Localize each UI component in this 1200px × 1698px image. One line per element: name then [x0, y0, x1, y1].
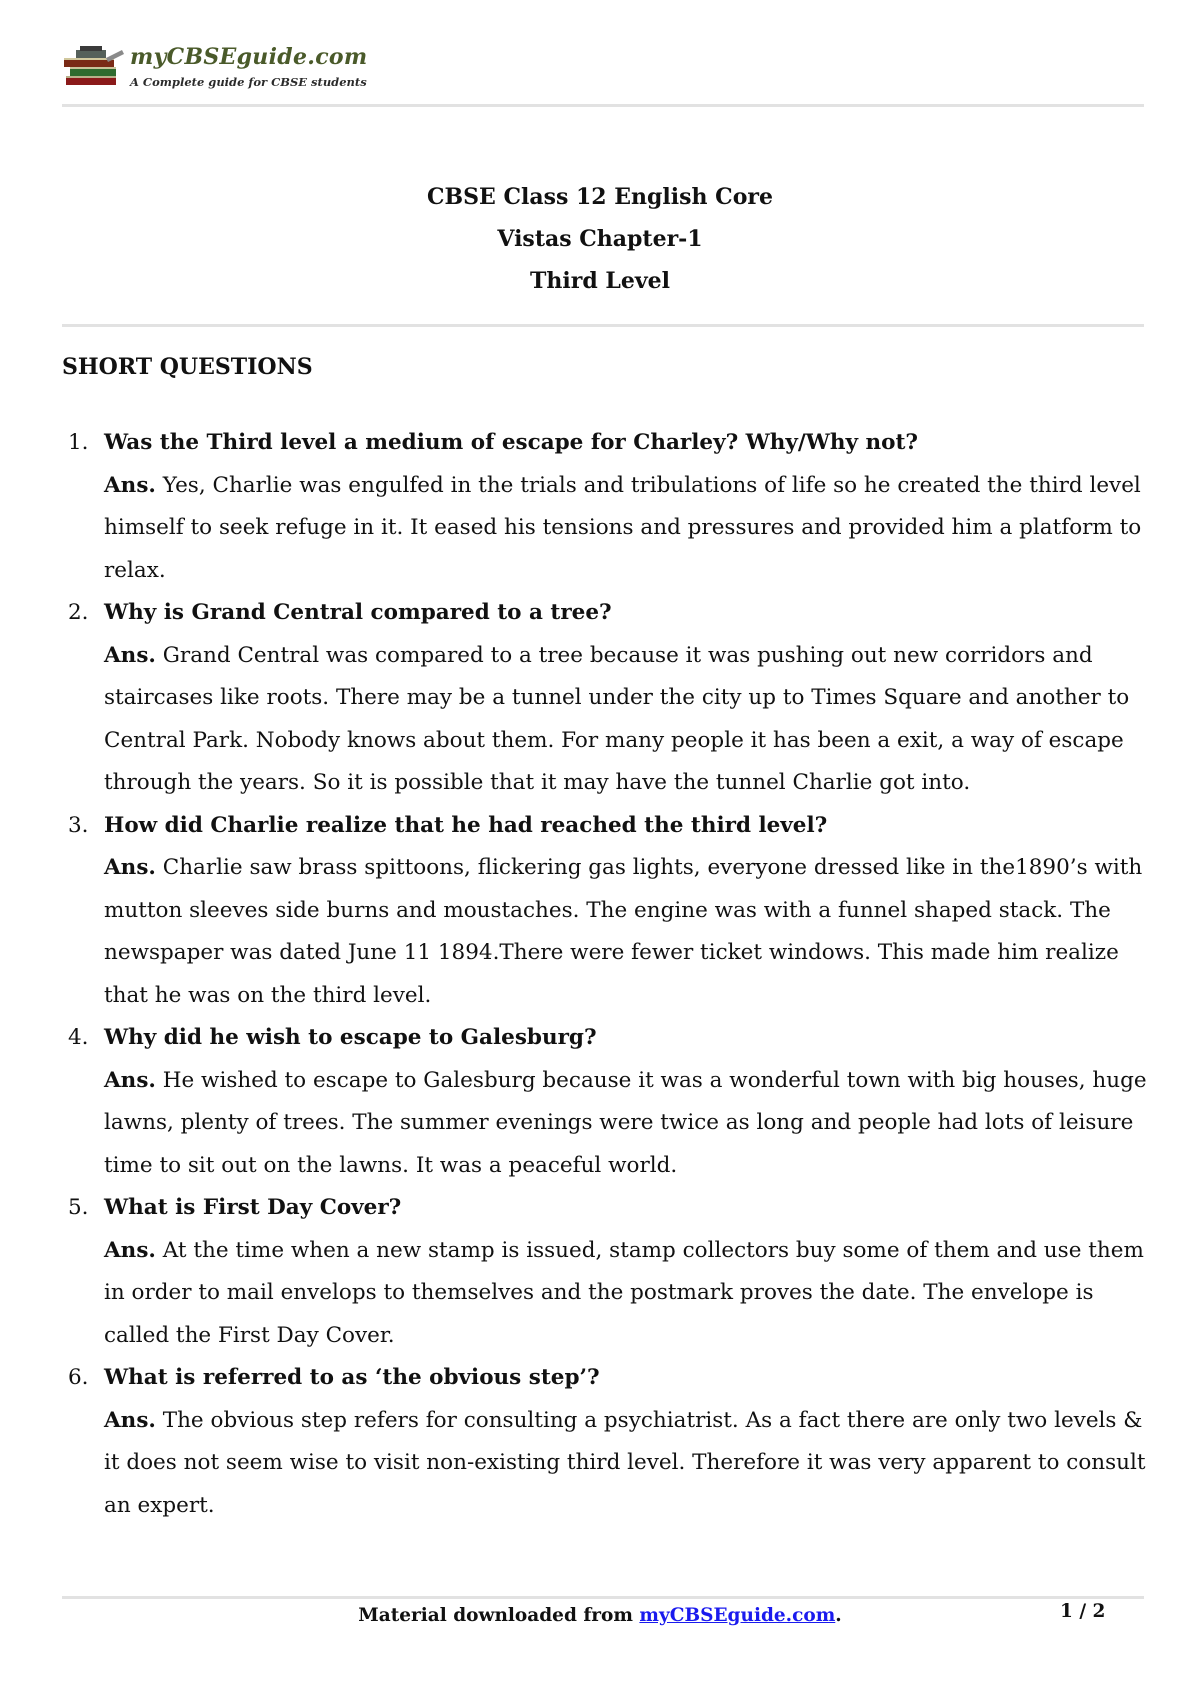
question-number: 5. — [68, 1195, 89, 1220]
logo-tagline: A Complete guide for CBSE students — [130, 75, 367, 89]
question-number: 4. — [68, 1025, 89, 1050]
question-text: Was the Third level a medium of escape for Charley? Why/Why not? — [104, 430, 919, 455]
answer-label: Ans. — [104, 472, 156, 498]
answer — [104, 635, 1152, 805]
question-text: What is referred to as ‘the obvious step’? — [104, 1365, 600, 1390]
answer — [104, 847, 1152, 1017]
answer — [104, 1230, 1152, 1358]
section-title: SHORT QUESTIONS — [62, 354, 313, 380]
list-item — [62, 1187, 1152, 1357]
footer-suffix: . — [835, 1605, 842, 1626]
question-text: What is First Day Cover? — [104, 1195, 402, 1220]
answer-text: Yes, Charlie was engulfed in the trials and tribulations of life so he created the third level himself to seek refuge in it. It eased his tensions and pressures and provided him a platform to relax. — [104, 472, 1142, 583]
answer-text: Charlie saw brass spittoons, flickering gas lights, everyone dressed like in the1890’s with mutton sleeves side burns and moustaches. The engine was with a funnel shaped stack. The newspaper was dated June 11 1894.There were fewer ticket windows. This made him realize that he was on the third level. — [104, 855, 1143, 1008]
answer — [104, 465, 1152, 593]
answer-text: At the time when a new stamp is issued, stamp collectors buy some of them and use them in order to mail envelops to themselves and the postmark proves the date. The envelope is called the First Day Cover. — [104, 1237, 1144, 1348]
question-number: 3. — [68, 812, 89, 838]
logo-name: myCBSEguide.com — [130, 44, 368, 70]
footer-prefix: Material downloaded from — [358, 1605, 640, 1626]
question-text: How did Charlie realize that he had reached the third level? — [104, 812, 828, 838]
page-number: 1 / 2 — [1060, 1601, 1106, 1622]
list-item — [62, 1017, 1152, 1187]
question-number: 6. — [68, 1365, 89, 1390]
answer-label: Ans. — [104, 1237, 156, 1263]
list-item — [62, 592, 1152, 805]
question-text: Why is Grand Central compared to a tree? — [104, 600, 612, 625]
list-item — [62, 1357, 1152, 1527]
answer-text: Grand Central was compared to a tree because it was pushing out new corridors and staircases like roots. There may be a tunnel under the city up to Times Square and another to Central Park. Nobody knows about them. For many people it has been a exit, a way of escape through the years. So it is possible that it may have the tunnel Charlie got into. — [104, 642, 1130, 795]
books-logo-icon — [62, 46, 126, 92]
answer-label: Ans. — [104, 1407, 156, 1433]
answer-text: The obvious step refers for consulting a psychiatrist. As a fact there are only two levels & it does not seem wise to visit non-existing third level. Therefore it was very apparent to consult an expert. — [104, 1407, 1146, 1518]
answer-label: Ans. — [104, 642, 156, 668]
question-number: 1. — [68, 430, 89, 455]
question-list — [62, 422, 1152, 1527]
header-divider — [62, 104, 1144, 107]
footer-text — [0, 1605, 1200, 1626]
question-text: Why did he wish to escape to Galesburg? — [104, 1025, 597, 1050]
title-divider — [62, 324, 1144, 327]
footer-divider — [62, 1596, 1144, 1599]
list-item — [62, 422, 1152, 592]
document-title — [0, 176, 1200, 302]
answer-label: Ans. — [104, 1067, 156, 1093]
question-number: 2. — [68, 600, 89, 625]
answer — [104, 1400, 1152, 1528]
footer-link[interactable]: myCBSEguide.com — [639, 1605, 836, 1626]
title-line-1: CBSE Class 12 English Core — [427, 184, 773, 210]
title-line-3: Third Level — [530, 268, 670, 294]
list-item — [62, 805, 1152, 1018]
answer-label: Ans. — [104, 855, 156, 880]
title-line-2: Vistas Chapter-1 — [497, 226, 703, 252]
answer-text: He wished to escape to Galesburg because it was a wonderful town with big houses, huge lawns, plenty of trees. The summer evenings were twice as long and people had lots of leisure time to sit out on the lawns. It was a peaceful world. — [104, 1067, 1147, 1178]
site-header — [62, 44, 368, 96]
answer — [104, 1060, 1152, 1188]
